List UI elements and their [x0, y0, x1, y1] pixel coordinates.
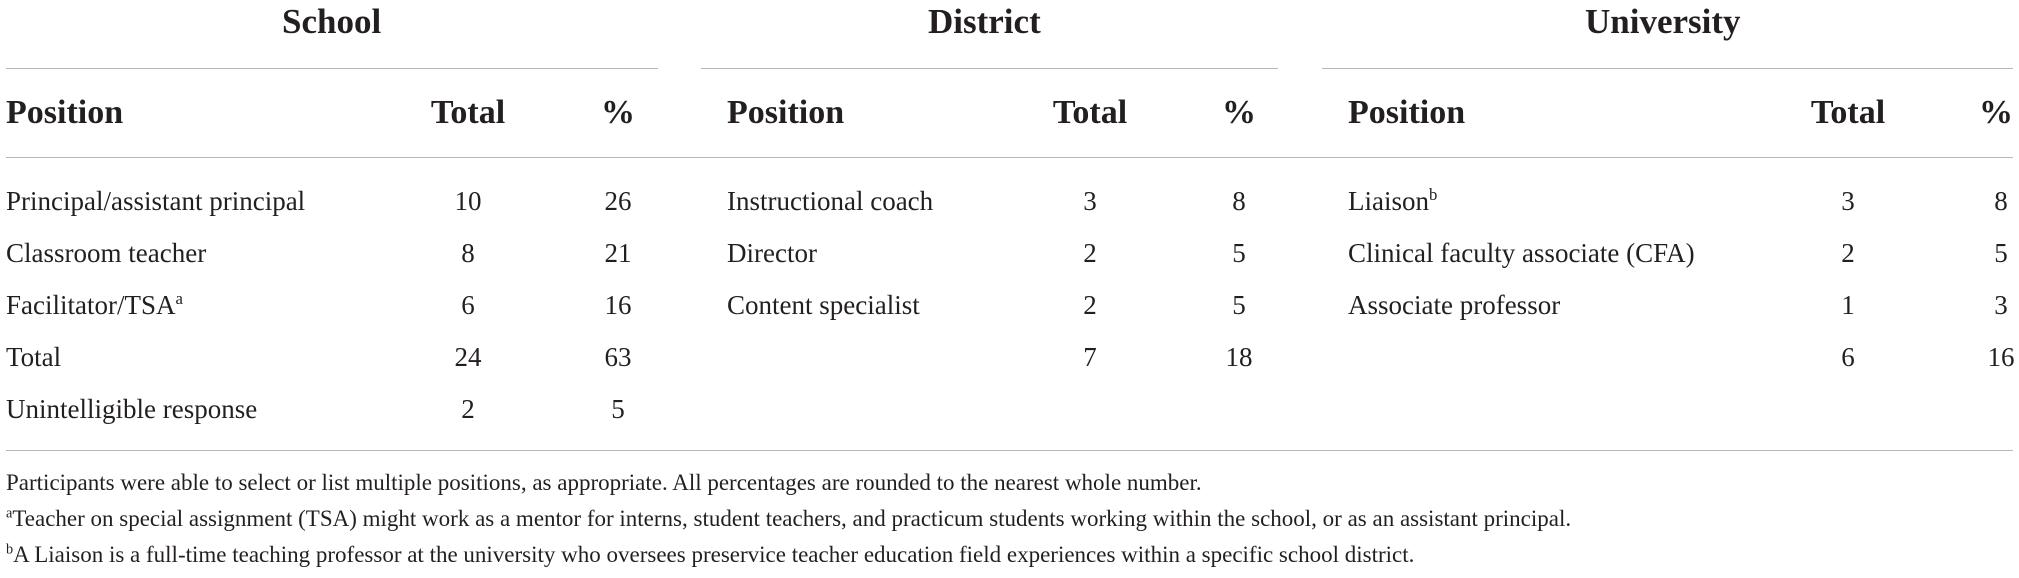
- row-pct: 8: [1994, 186, 2008, 216]
- col-header-university-position: Position: [1348, 94, 1466, 131]
- header-divider: [6, 157, 2013, 158]
- row-total: 24: [454, 342, 482, 372]
- row-total: 6: [461, 290, 475, 320]
- row-pct: 21: [604, 238, 632, 268]
- row-total: 2: [1841, 238, 1855, 268]
- footnote-general: Participants were able to select or list multiple positions, as appropriate. All percentages are rounded to the nearest whole number.: [6, 470, 1202, 495]
- table-row: [727, 290, 920, 321]
- group-divider-district: [701, 68, 1278, 69]
- footnote-b-text: A Liaison is a full-time teaching professor at the university who oversees preservice teacher education field experiences within a specific school district.: [13, 542, 1415, 567]
- col-header-district-pct: %: [1222, 94, 1256, 131]
- row-position: Facilitator/TSA: [6, 290, 176, 320]
- table-row: [6, 290, 183, 321]
- row-total: 3: [1841, 186, 1855, 216]
- row-total: 2: [461, 394, 475, 424]
- row-pct: 16: [604, 290, 632, 320]
- footnote-b-marker: b: [6, 541, 14, 558]
- footnote-a-marker: a: [6, 505, 13, 522]
- table-row: [1348, 290, 1560, 321]
- row-pct: 5: [611, 394, 625, 424]
- row-total: 6: [1841, 342, 1855, 372]
- table-row: [6, 238, 206, 269]
- table-row: [1348, 186, 1437, 217]
- row-total: 8: [461, 238, 475, 268]
- row-pct: 3: [1994, 290, 2008, 320]
- group-title-school: School: [282, 2, 382, 41]
- footnote-a-text: Teacher on special assignment (TSA) might work as a mentor for interns, student teachers, and practicum students working within the school, or as an assistant principal.: [12, 506, 1572, 531]
- col-header-school-position: Position: [6, 94, 124, 131]
- col-header-district-position: Position: [727, 94, 845, 131]
- footnote-marker: a: [175, 289, 183, 308]
- col-header-school-pct: %: [601, 94, 635, 131]
- table-row: [1348, 238, 1695, 269]
- group-title-university: University: [1585, 2, 1741, 41]
- row-pct: 26: [604, 186, 632, 216]
- row-pct: 16: [1987, 342, 2015, 372]
- row-position: Clinical faculty associate (CFA): [1348, 238, 1695, 268]
- col-header-university-total: Total: [1810, 94, 1886, 131]
- footnote-marker: b: [1429, 185, 1438, 204]
- row-position: Total: [6, 342, 62, 372]
- row-position: Associate professor: [1348, 290, 1561, 320]
- group-divider-university: [1322, 68, 2013, 69]
- row-pct: 63: [604, 342, 632, 372]
- row-total: 2: [1083, 238, 1097, 268]
- row-total: 7: [1083, 342, 1097, 372]
- row-total: 1: [1841, 290, 1855, 320]
- row-position: Principal/assistant principal: [6, 186, 306, 216]
- row-pct: 18: [1225, 342, 1253, 372]
- row-position: Liaison: [1348, 186, 1429, 216]
- col-header-university-pct: %: [1979, 94, 2013, 131]
- row-pct: 5: [1232, 290, 1246, 320]
- row-total: 2: [1083, 290, 1097, 320]
- table-row: [6, 394, 257, 425]
- row-position: Content specialist: [727, 290, 920, 320]
- table-bottom-rule: [6, 450, 2013, 451]
- group-divider-school: [6, 68, 658, 69]
- footnote-b: [6, 542, 1414, 568]
- group-title-district: District: [928, 2, 1041, 41]
- row-position: Instructional coach: [727, 186, 934, 216]
- col-header-district-total: Total: [1052, 94, 1128, 131]
- table-row: [6, 186, 305, 217]
- col-header-school-total: Total: [430, 94, 506, 131]
- row-pct: 5: [1994, 238, 2008, 268]
- row-total: 3: [1083, 186, 1097, 216]
- row-pct: 8: [1232, 186, 1246, 216]
- row-position: Classroom teacher: [6, 238, 207, 268]
- row-total: 10: [454, 186, 482, 216]
- table-row: [727, 186, 933, 217]
- row-position: Director: [727, 238, 817, 268]
- table-row: [727, 238, 817, 269]
- row-pct: 5: [1232, 238, 1246, 268]
- footnote-a: [6, 506, 1571, 532]
- row-position: Unintelligible response: [6, 394, 258, 424]
- table-row: [6, 342, 61, 373]
